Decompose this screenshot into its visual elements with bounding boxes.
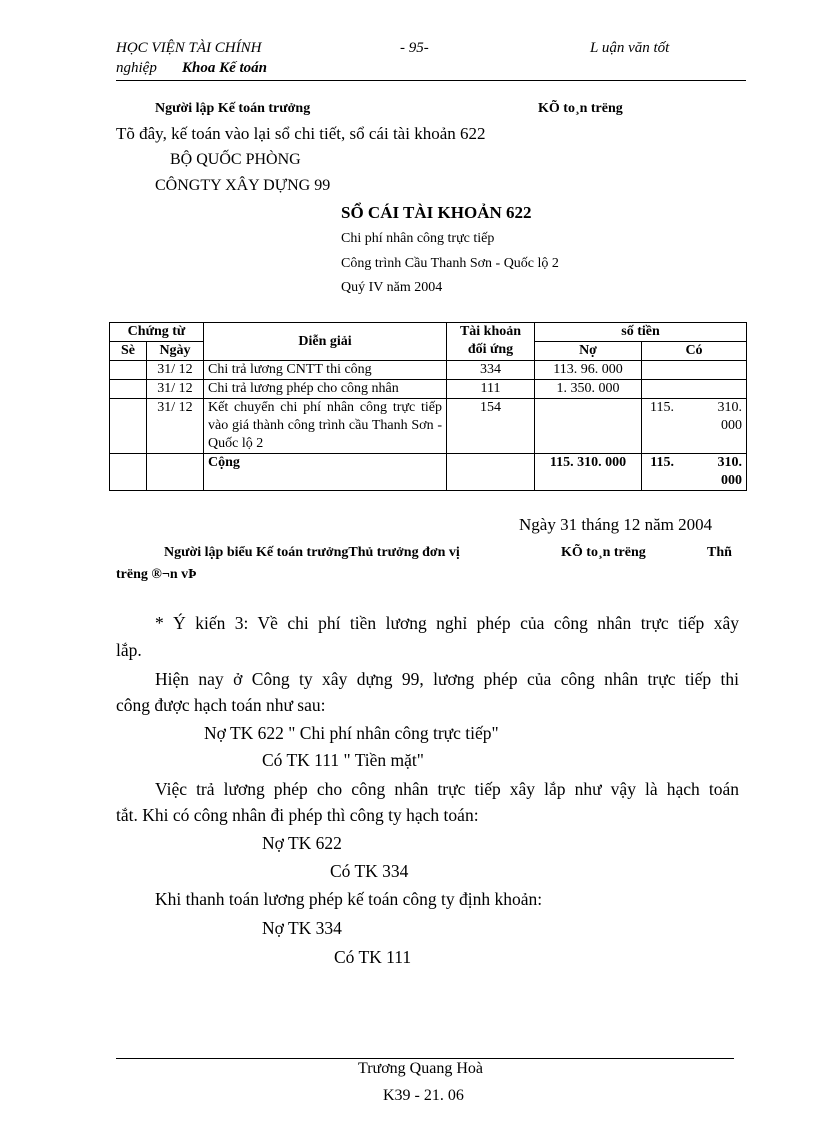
date-line: Ngày 31 tháng 12 năm 2004	[519, 515, 713, 534]
cell-credit	[642, 380, 747, 399]
footer-rule	[116, 1058, 734, 1059]
cell-account	[447, 454, 535, 491]
paragraph-current: Hiện nay ở Công ty xây dựng 99, lương phép của công nhân trực tiếp thi	[155, 669, 739, 689]
table-row	[110, 380, 747, 399]
paragraph-opinion: * Ý kiến 3: Về chi phí tiền lương nghỉ phép của công nhân trực tiếp xây	[155, 613, 739, 633]
bottom-signatures-left: Người lập biểu Kế toán trưởngThủ trưởng đơn vị	[164, 545, 460, 560]
paragraph-settlement: Khi thanh toán lương phép kế toán công ty định khoản:	[155, 889, 543, 909]
paragraph-payment-cont: tắt. Khi có công nhân đi phép thì công ty hạch toán:	[116, 805, 479, 825]
ledger-table	[109, 322, 747, 491]
cell-credit: 115. 310. 000	[642, 399, 747, 454]
col-header-account: Tài khoản đối ứng	[447, 323, 535, 361]
ledger-subtitle-2: Công trình Cầu Thanh Sơn - Quốc lộ 2	[341, 256, 559, 271]
cell-number	[110, 380, 147, 399]
intro-line: Tõ đây, kế toán vào lại sổ chi tiết, sổ cái tài khoản 622	[116, 124, 486, 143]
cell-account: 334	[447, 361, 535, 380]
bottom-signature-head-cont: trëng ®¬n vÞ	[116, 567, 197, 582]
cell-credit	[642, 361, 747, 380]
header-rule	[116, 80, 746, 81]
footer-author: Trương Quang Hoà	[358, 1060, 483, 1077]
entry-debit-622-b: Nợ TK 622	[262, 833, 342, 853]
header-institution: HỌC VIỆN TÀI CHÍNH	[116, 40, 262, 56]
cell-date: 31/ 12	[147, 361, 204, 380]
ledger-subtitle-3: Quý IV năm 2004	[341, 280, 443, 295]
paragraph-current-cont: công được hạch toán như sau:	[116, 695, 326, 715]
cell-debit	[535, 399, 642, 454]
cell-number	[110, 454, 147, 491]
col-header-debit: Nợ	[535, 342, 642, 361]
cell-date: 31/ 12	[147, 399, 204, 454]
bottom-signature-chief: KÕ to¸n trëng	[561, 545, 646, 560]
cell-date	[147, 454, 204, 491]
cell-debit: 1. 350. 000	[535, 380, 642, 399]
entry-credit-111: Có TK 111 " Tiền mặt"	[262, 750, 424, 770]
entry-credit-111-b: Có TK 111	[334, 947, 412, 967]
cell-debit: 113. 96. 000	[535, 361, 642, 380]
paragraph-payment: Việc trả lương phép cho công nhân trực tiếp xây lắp như vậy là hạch toán	[155, 779, 739, 799]
cell-description: Kết chuyển chi phí nhân công trực tiếp vào giá thành công trình cầu Thanh Sơn - Quốc lộ 2	[204, 399, 447, 454]
cell-account: 154	[447, 399, 535, 454]
table-row	[110, 399, 747, 454]
header-thesis-cont: nghiệp	[116, 60, 157, 76]
header-thesis: L uận văn tốt	[590, 40, 670, 56]
total-label: Cộng	[204, 454, 447, 491]
entry-debit-622: Nợ TK 622 " Chi phí nhân công trực tiếp"	[204, 723, 499, 743]
table-row-total	[110, 454, 747, 491]
col-header-amount: số tiền	[535, 323, 747, 342]
cell-number	[110, 399, 147, 454]
company-name: CÔNGTY XÂY DỰNG 99	[155, 177, 331, 194]
col-header-voucher: Chứng từ	[110, 323, 204, 342]
cell-account: 111	[447, 380, 535, 399]
company-ministry: BỘ QUỐC PHÒNG	[170, 151, 301, 168]
top-signature-left: Người lập Kế toán trưởng	[155, 101, 311, 116]
cell-number	[110, 361, 147, 380]
col-header-date: Ngày	[147, 342, 204, 361]
footer-class: K39 - 21. 06	[383, 1087, 464, 1104]
ledger-subtitle-1: Chi phí nhân công trực tiếp	[341, 231, 495, 246]
col-header-description: Diễn giải	[204, 323, 447, 361]
cell-date: 31/ 12	[147, 380, 204, 399]
table-row	[110, 361, 747, 380]
paragraph-opinion-cont: lắp.	[116, 640, 142, 660]
header-department: Khoa Kế toán	[182, 60, 268, 76]
top-signature-right: KÕ to¸n trëng	[538, 101, 623, 116]
cell-description: Chi trả lương phép cho công nhân	[204, 380, 447, 399]
col-header-number: Sè	[110, 342, 147, 361]
total-credit: 115. 310. 000	[642, 454, 747, 491]
cell-description: Chi trả lương CNTT thi công	[204, 361, 447, 380]
header-page-number: - 95-	[400, 40, 429, 56]
ledger-title: SỔ CÁI TÀI KHOẢN 622	[341, 203, 532, 222]
bottom-signature-head: Thñ	[707, 545, 732, 560]
entry-debit-334: Nợ TK 334	[262, 918, 342, 938]
col-header-credit: Có	[642, 342, 747, 361]
entry-credit-334: Có TK 334	[330, 861, 409, 881]
total-debit: 115. 310. 000	[535, 454, 642, 491]
